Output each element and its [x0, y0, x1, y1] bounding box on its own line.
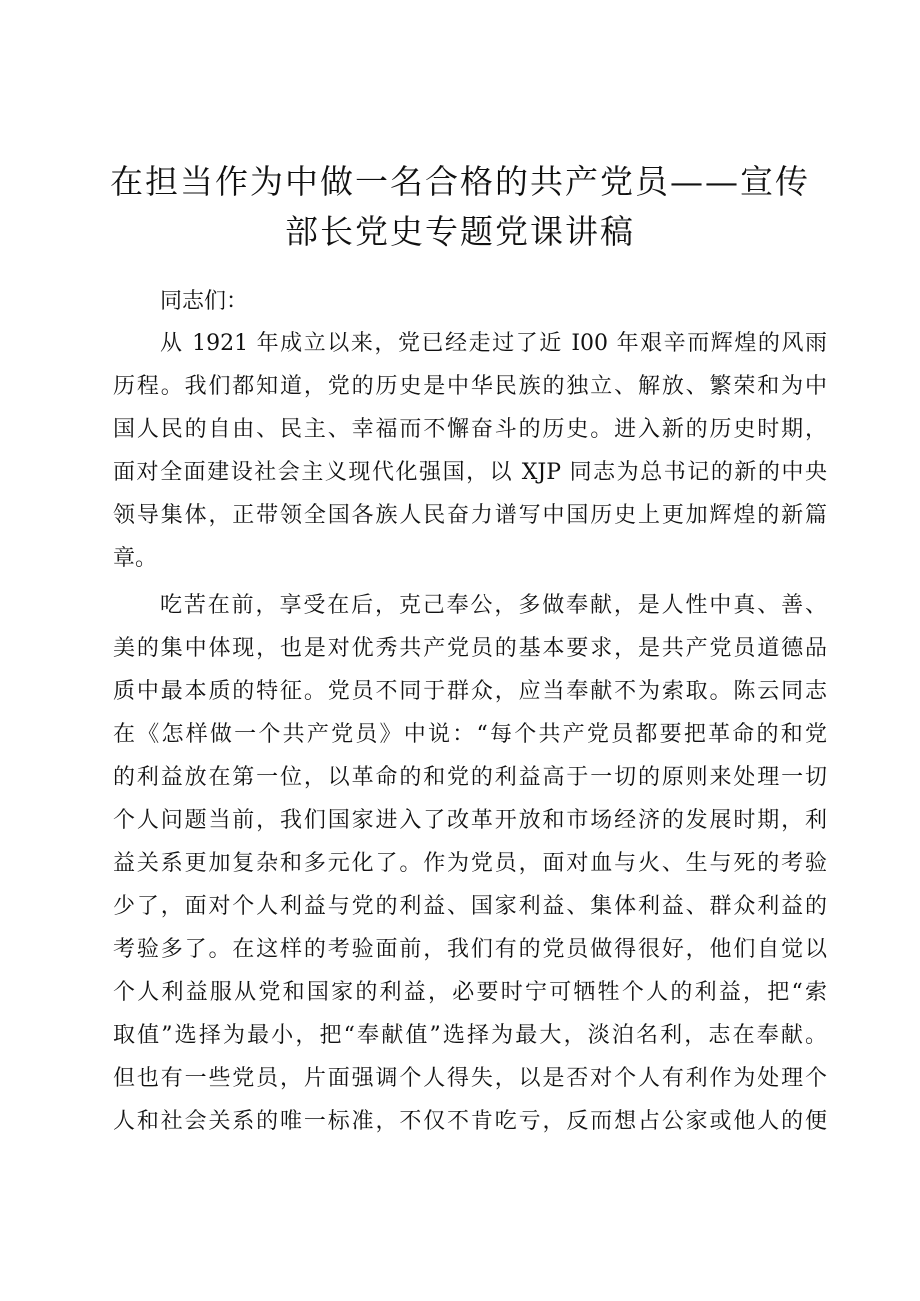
- paragraph-2-line-10: 个人利益服从党和国家的利益，必要时宁可牺牲个人的利益，把“索: [113, 980, 827, 1005]
- paragraph-2-line-11: 取值”选择为最小，把“奉献值”选择为最大，淡泊名利，志在奉献。: [113, 1023, 827, 1048]
- document-title-line-2: 部长党史专题党课讲稿: [285, 212, 635, 251]
- paragraph-2-line-5: 的利益放在第一位，以革命的和党的利益高于一切的原则来处理一切: [113, 765, 827, 790]
- paragraph-1-line-6: 章。: [113, 546, 158, 571]
- salutation: 同志们：: [160, 289, 249, 314]
- paragraph-2-line-9: 考验多了。在这样的考验面前，我们有的党员做得很好，他们自觉以: [113, 937, 827, 962]
- paragraph-2-line-3: 质中最本质的特征。党员不同于群众，应当奉献不为索取。陈云同志: [113, 679, 827, 704]
- paragraph-1-line-1: 从 1921 年成立以来，党已经走过了近 I00 年艰辛而辉煌的风雨: [160, 331, 827, 356]
- paragraph-1-line-4: 面对全面建设社会主义现代化强国，以 XJP 同志为总书记的新的中央: [113, 460, 827, 485]
- paragraph-2-line-6: 个人问题当前，我们国家进入了改革开放和市场经济的发展时期，利: [113, 808, 827, 833]
- paragraph-2-line-4: 在《怎样做一个共产党员》中说：“每个共产党员都要把革命的和党: [113, 722, 827, 747]
- paragraph-2-line-2: 美的集中体现，也是对优秀共产党员的基本要求，是共产党员道德品: [113, 636, 827, 661]
- paragraph-2-line-12: 但也有一些党员，片面强调个人得失，以是否对个人有利作为处理个: [113, 1066, 827, 1091]
- document-title-line-1: 在担当作为中做一名合格的共产党员——宣传: [110, 162, 810, 201]
- paragraph-2-line-7: 益关系更加复杂和多元化了。作为党员，面对血与火、生与死的考验: [113, 851, 827, 876]
- paragraph-1-line-3: 国人民的自由、民主、幸福而不懈奋斗的历史。进入新的历史时期，: [113, 417, 827, 442]
- paragraph-1-line-2: 历程。我们都知道，党的历史是中华民族的独立、解放、繁荣和为中: [113, 374, 827, 399]
- paragraph-1-line-5: 领导集体，正带领全国各族人民奋力谱写中国历史上更加辉煌的新篇: [113, 503, 827, 528]
- paragraph-2-line-13: 人和社会关系的唯一标准，不仅不肯吃亏，反而想占公家或他人的便: [113, 1109, 827, 1134]
- paragraph-2-line-1: 吃苦在前，享受在后，克己奉公，多做奉献，是人性中真、善、: [160, 593, 827, 618]
- paragraph-2-line-8: 少了，面对个人利益与党的利益、国家利益、集体利益、群众利益的: [113, 894, 827, 919]
